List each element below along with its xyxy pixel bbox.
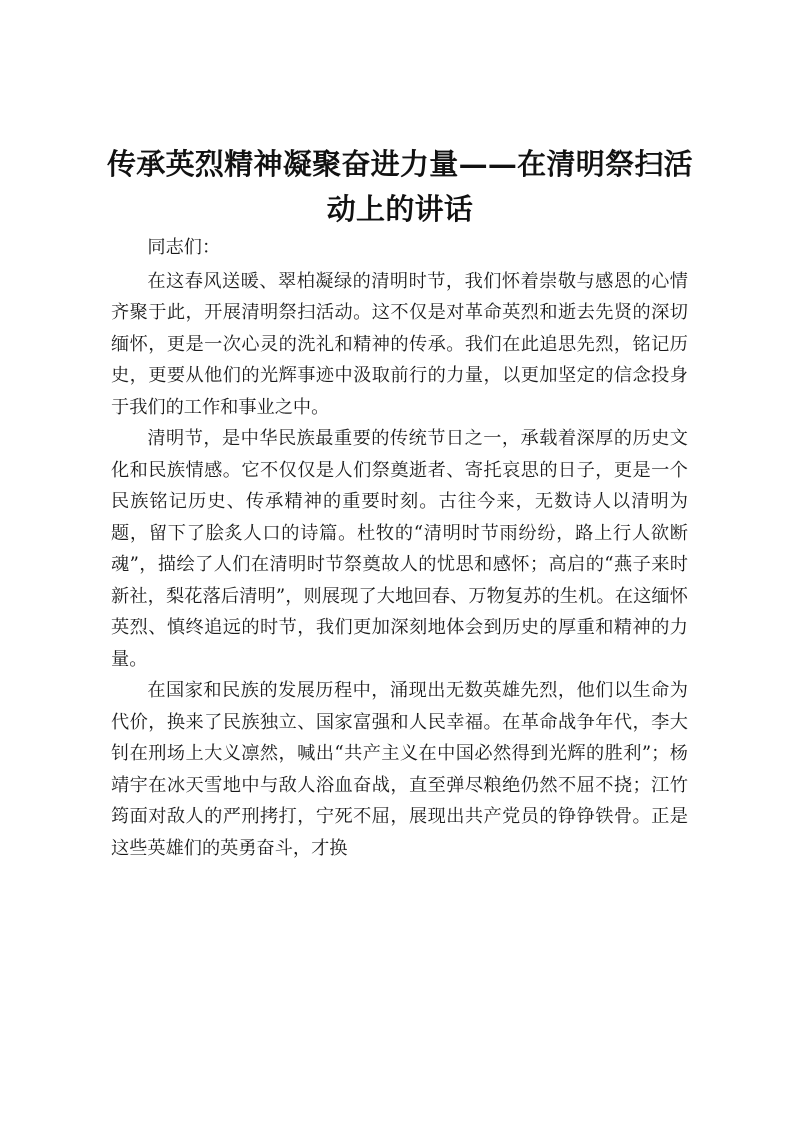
document-title: 传承英烈精神凝聚奋进力量——在清明祭扫活动上的讲话 [106, 147, 693, 226]
paragraph-3: 在国家和民族的发展历程中，涌现出无数英雄先烈，他们以生命为代价，换来了民族独立、国家富强和人民幸福。在革命战争年代，李大钊在刑场上大义凛然，喊出“共产主义在中国必然得到光辉的胜利”；杨靖宇在冰天雪地中与敌人浴血奋战，直至弹尽粮绝仍然不屈不挠；江竹筠面对敌人的严刑拷打，宁死不屈，展现出共产党员的铮铮铁骨。正是这些英雄们的英勇奋斗，才换 [111, 680, 688, 859]
document-body [111, 232, 688, 864]
paragraph-1: 在这春风送暖、翠柏凝绿的清明时节，我们怀着崇敬与感恩的心情齐聚于此，开展清明祭扫活动。这不仅是对革命英烈和逝去先贤的深切缅怀，更是一次心灵的洗礼和精神的传承。我们在此追思先烈，铭记历史，更要从他们的光辉事迹中汲取前行的力量，以更加坚定的信念投身于我们的工作和事业之中。 [111, 270, 688, 418]
paragraph-2: 清明节，是中华民族最重要的传统节日之一，承载着深厚的历史文化和民族情感。它不仅仅是人们祭奠逝者、寄托哀思的日子，更是一个民族铭记历史、传承精神的重要时刻。古往今来，无数诗人以清明为题，留下了脍炙人口的诗篇。杜牧的“清明时节雨纷纷，路上行人欲断魂”，描绘了人们在清明时节祭奠故人的忧思和感怀；高启的“燕子来时新社，梨花落后清明”，则展现了大地回春、万物复苏的生机。在这缅怀英烈、慎终追远的时节，我们更加深刻地体会到历史的厚重和精神的力量。 [111, 428, 688, 670]
salutation: 同志们： [147, 237, 221, 258]
